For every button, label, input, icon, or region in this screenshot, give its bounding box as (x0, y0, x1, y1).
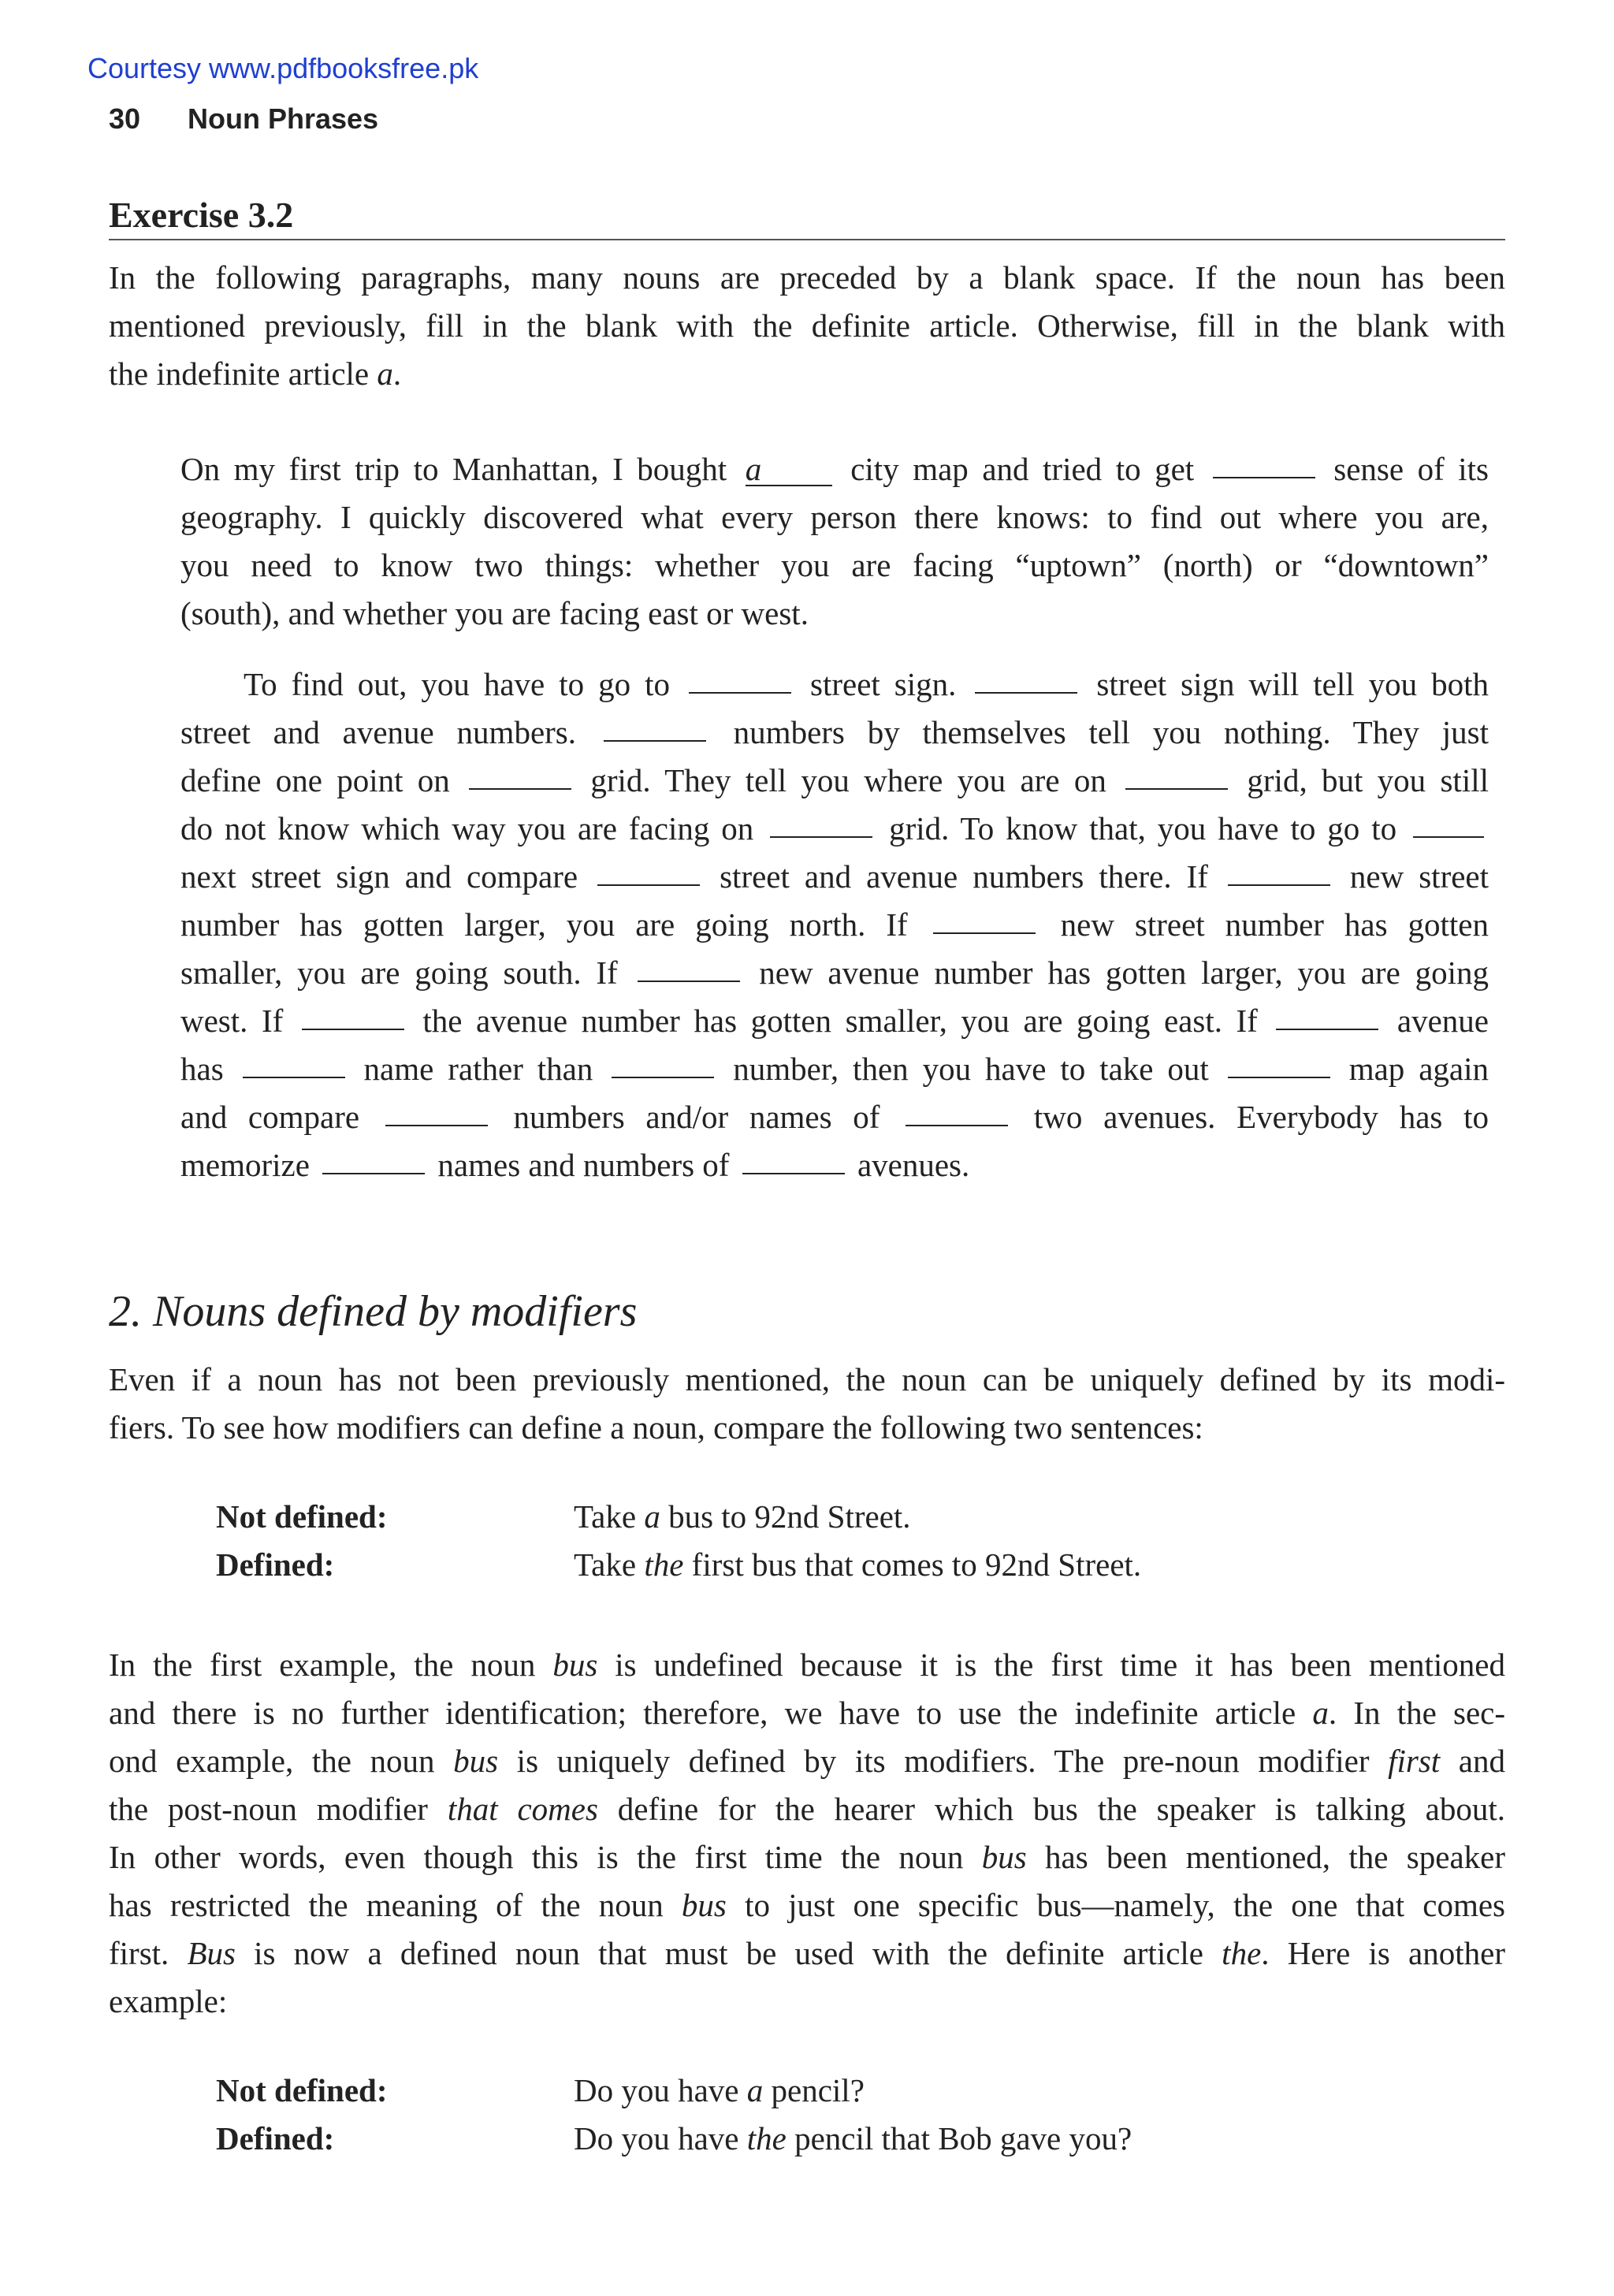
exercise-line: (south), and whether you are facing east or west. (180, 595, 809, 631)
answer-blank[interactable] (1413, 835, 1484, 838)
courtesy-link[interactable]: Courtesy www.pdfbooksfree.pk (87, 52, 479, 84)
exercise-line: define one point on grid. They tell you where you are on grid, but you still (180, 762, 1489, 798)
exercise-line: street and avenue numbers. numbers by themselves tell you nothing. They just (180, 714, 1489, 750)
explanation-line: ond example, the noun bus is uniquely defined by its modifiers. The pre-noun modifier first and (109, 1743, 1505, 1779)
answer-blank-example: a (746, 453, 832, 486)
answer-blank[interactable] (302, 1028, 404, 1030)
exercise-line: number has gotten larger, you are going north. If new street number has gotten (180, 906, 1489, 943)
answer-blank[interactable] (906, 1124, 1008, 1126)
intro-line: fiers. To see how modifiers can define a noun, compare the following two sentences: (109, 1409, 1203, 1446)
chapter-title: Noun Phrases (188, 102, 379, 135)
answer-blank[interactable] (469, 787, 571, 790)
section-intro (109, 1356, 1505, 1452)
exercise-line: west. If the avenue number has gotten smaller, you are going east. If avenue (180, 1003, 1489, 1039)
exercise-title: Exercise 3.2 (109, 194, 1505, 240)
instruction-line: the indefinite article a. (109, 355, 402, 392)
exercise-instructions (109, 254, 1505, 398)
page-number: 30 (109, 102, 141, 135)
example-label: Defined: (216, 2120, 335, 2156)
section-title: 2. Nouns defined by modifiers (109, 1287, 638, 1336)
explanation-line: In other words, even though this is the first time the noun bus has been mentioned, the speaker (109, 1839, 1505, 1875)
explanation-line: example: (109, 1983, 228, 2019)
example-defined: Defined: Take the first bus that comes to 92nd Street. (216, 1546, 1142, 1583)
answer-blank[interactable] (770, 835, 872, 838)
example-label: Not defined: (216, 1498, 388, 1535)
answer-blank[interactable] (597, 884, 700, 886)
exercise-line: To find out, you have to go to street sign. street sign will tell you both (244, 666, 1489, 702)
answer-blank[interactable] (604, 739, 706, 742)
answer-blank[interactable] (1213, 476, 1315, 478)
answer-blank[interactable] (612, 1076, 714, 1078)
explanation-line: the post-noun modifier that comes define for the hearer which bus the speaker is talking about. (109, 1791, 1505, 1827)
answer-blank[interactable] (385, 1124, 488, 1126)
answer-blank[interactable] (1276, 1028, 1378, 1030)
exercise-line: you need to know two things: whether you are facing “uptown” (north) or “downtown” (180, 547, 1489, 583)
answer-blank[interactable] (638, 980, 740, 982)
example-defined: Defined: Do you have the pencil that Bob gave you? (216, 2120, 1132, 2156)
exercise-line: On my first trip to Manhattan, I bought a city map and tried to get sense of its (180, 451, 1489, 487)
exercise-line: smaller, you are going south. If new avenue number has gotten larger, you are going (180, 954, 1489, 991)
example-label: Defined: (216, 1546, 335, 1583)
answer-blank[interactable] (1125, 787, 1228, 790)
explanation-line: first. Bus is now a defined noun that must be used with the definite article the. Here is another (109, 1935, 1505, 1971)
exercise-line: and compare numbers and/or names of two avenues. Everybody has to (180, 1099, 1489, 1135)
example-not-defined: Not defined: Do you have a pencil? (216, 2072, 865, 2108)
example-not-defined: Not defined: Take a bus to 92nd Street. (216, 1498, 911, 1535)
answer-blank[interactable] (933, 932, 1036, 934)
explanation-line: and there is no further identification; therefore, we have to use the indefinite article a. In the sec- (109, 1695, 1505, 1731)
exercise-paragraph-2 (180, 661, 1489, 1189)
answer-blank[interactable] (322, 1172, 425, 1174)
explanation-line: In the first example, the noun bus is undefined because it is the first time it has been mentioned (109, 1647, 1505, 1683)
exercise-line: next street sign and compare street and avenue numbers there. If new street (180, 858, 1489, 895)
example-label: Not defined: (216, 2072, 388, 2108)
instruction-line: mentioned previously, fill in the blank with the definite article. Otherwise, fill in the blank with (109, 307, 1505, 344)
exercise-paragraph-1 (180, 445, 1489, 638)
answer-blank[interactable] (243, 1076, 345, 1078)
exercise-line: memorize names and numbers of avenues. (180, 1147, 970, 1183)
explanation-paragraph (109, 1641, 1505, 2026)
answer-blank[interactable] (742, 1172, 845, 1174)
answer-blank[interactable] (975, 691, 1077, 694)
explanation-line: has restricted the meaning of the noun bus to just one specific bus—namely, the one that comes (109, 1887, 1505, 1923)
exercise-line: has name rather than number, then you have to take out map again (180, 1051, 1489, 1087)
intro-line: Even if a noun has not been previously mentioned, the noun can be uniquely defined by its modi- (109, 1361, 1505, 1397)
exercise-line: do not know which way you are facing on grid. To know that, you have to go to (180, 805, 1489, 853)
answer-blank[interactable] (1228, 884, 1330, 886)
running-head (109, 102, 378, 136)
answer-blank[interactable] (1228, 1076, 1330, 1078)
answer-blank[interactable] (689, 691, 791, 694)
instruction-line: In the following paragraphs, many nouns are preceded by a blank space. If the noun has been (109, 259, 1505, 296)
exercise-line: geography. I quickly discovered what every person there knows: to find out where you are, (180, 499, 1489, 535)
